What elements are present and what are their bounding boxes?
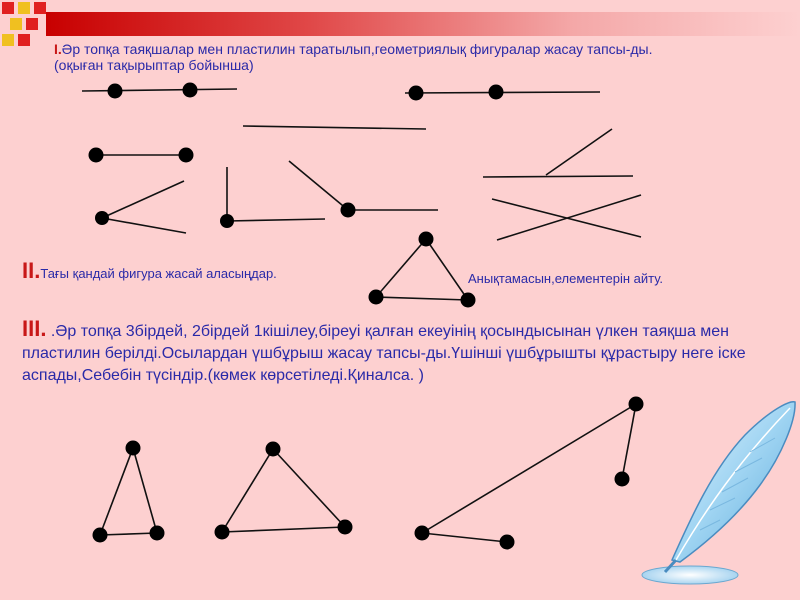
task1-number: I. [54, 41, 62, 57]
task1-body: Әр топқа таяқшалар мен пластилин таратылып,геометриялық фигуралар жасау тапсы-ды. [61, 41, 653, 57]
task2-body: Тағы қандай фигура жасай аласыңдар. [40, 266, 277, 281]
task3-number: III. [22, 316, 47, 341]
task2-definition-text: Анықтамасын,елементерін айту. [468, 271, 664, 286]
task3-body: .Әр топқа 3бірдей, 2бірдей 1кішілеу,біреуі қалған екеуінің қосындысынан үлкен таяқша мен пластилин берілді.Осылардан үшбұрыш жасау тапсы-ды.Үшінші үшбұрышты құрастыру неге іске аспады,Себебін түсіндір.(көмек көрсетіледі.Қиналса. ) [22, 323, 746, 384]
task2-number: II. [22, 258, 41, 283]
task1-subtitle: (оқыған тақырыптар бойынша) [54, 57, 254, 73]
